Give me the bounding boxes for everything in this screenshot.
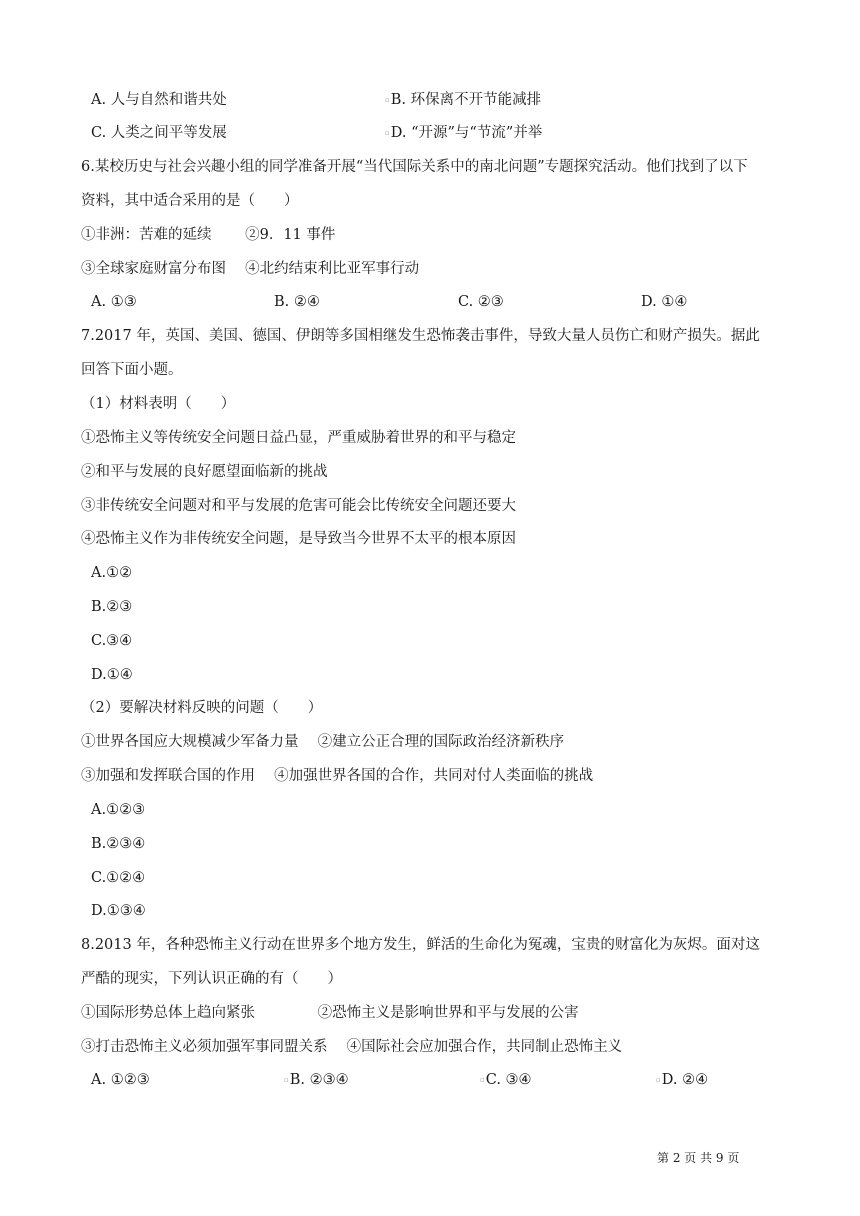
q6-option-d: D. ①④ [641,294,688,310]
q5-option-c: C. 人类之间平等发展 [91,125,227,141]
q6-option-c: C. ②③ [458,294,504,310]
q7-sub2-option-d: D.①③④ [91,903,146,919]
q7-sub1-title: （1）材料表明（ ） [81,396,236,412]
q8-option-c: ▫C. ③④ [480,1072,532,1088]
q8-option-a: A. ①②③ [91,1072,150,1088]
anchor-dot-icon: ▫ [656,1076,661,1084]
q7-sub1-option-c: C.③④ [91,633,133,649]
q7-sub1-option-b: B.②③ [91,599,133,615]
q7-sub2-items-row-2: ③加强和发挥联合国的作用 ④加强世界各国的合作，共同对付人类面临的挑战 [81,768,594,784]
anchor-dot-icon: ▫ [385,96,390,104]
q7-sub2-option-b: B.②③④ [91,836,146,852]
q7-stem-line-2: 回答下面小题。 [81,362,183,378]
q7-stem-line-1: 7.2017 年，英国、美国、德国、伊朗等多国相继发生恐怖袭击事件，导致大量人员伤亡和财产损失。据此 [81,328,760,344]
q6-stem-line-1: 6.某校历史与社会兴趣小组的同学准备开展“当代国际关系中的南北问题”专题探究活动。他们找到了以下 [81,159,748,175]
q8-items-row-1: ①国际形势总体上趋向紧张 ②恐怖主义是影响世界和平与发展的公害 [81,1005,579,1021]
q7-sub1-item-2: ②和平与发展的良好愿望面临新的挑战 [81,464,328,480]
q6-option-a: A. ①③ [91,294,137,310]
anchor-dot-icon: ▫ [284,1076,289,1084]
q7-sub1-option-d: D.①④ [91,667,133,683]
q7-sub1-item-4: ④恐怖主义作为非传统安全问题，是导致当今世界不太平的根本原因 [81,531,516,547]
q6-items-row-2: ③全球家庭财富分布图 ④北约结束利比亚军事行动 [81,261,420,277]
page-number: 第 2 页 共 9 页 [657,1151,740,1165]
q8-stem-line-1: 8.2013 年，各种恐怖主义行动在世界多个地方发生，鲜活的生命化为冤魂，宝贵的财富化为灰烬。面对这 [81,937,760,953]
q6-items-row-1: ①非洲：苦难的延续 ②9．11 事件 [81,227,336,243]
q7-sub2-option-c: C.①②④ [91,870,146,886]
q7-sub1-item-3: ③非传统安全问题对和平与发展的危害可能会比传统安全问题还要大 [81,498,516,514]
q7-sub2-option-a: A.①②③ [91,802,146,818]
q7-sub2-title: （2）要解决材料反映的问题（ ） [81,700,323,716]
anchor-dot-icon: ▫ [480,1076,485,1084]
q8-items-row-2: ③打击恐怖主义必须加强军事同盟关系 ④国际社会应加强合作，共同制止恐怖主义 [81,1039,623,1055]
q7-sub1-item-1: ①恐怖主义等传统安全问题日益凸显，严重威胁着世界的和平与稳定 [81,430,516,446]
q5-option-a: A. 人与自然和谐共处 [91,92,227,108]
q5-option-d: ▫D. “开源”与“节流”并举 [385,125,543,141]
q8-stem-line-2: 严酷的现实，下列认识正确的有（ ） [81,971,342,987]
q7-sub2-items-row-1: ①世界各国应大规模减少军备力量 ②建立公正合理的国际政治经济新秩序 [81,734,565,750]
q6-option-b: B. ②④ [274,294,320,310]
q5-option-b: ▫B. 环保离不开节能减排 [385,92,542,108]
anchor-dot-icon: ▫ [385,129,390,137]
q6-stem-line-2: 资料，其中适合采用的是（ ） [81,193,299,209]
q7-sub1-option-a: A.①② [91,565,133,581]
q8-option-d: ▫D. ②④ [656,1072,709,1088]
q8-option-b: ▫B. ②③④ [284,1072,349,1088]
